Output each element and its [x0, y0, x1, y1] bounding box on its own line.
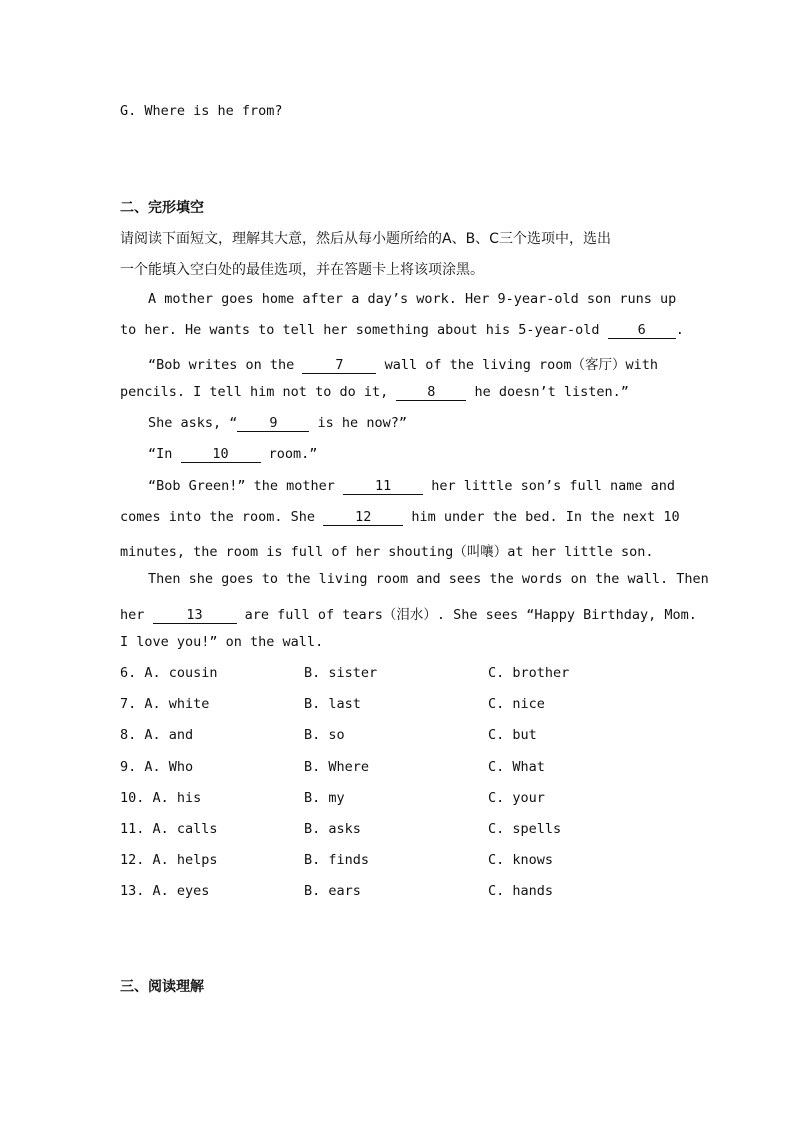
passage-text: “Bob writes on the — [148, 357, 295, 373]
option-c: C. brother — [488, 665, 570, 681]
option-c: C. but — [488, 727, 537, 743]
option-c: C. spells — [488, 821, 562, 837]
passage-line — [120, 322, 684, 339]
blank-7: 7 — [302, 358, 376, 374]
option-b: B. asks — [304, 821, 361, 837]
option-a: 8. A. and — [120, 727, 194, 743]
option-b: B. Where — [304, 759, 370, 775]
option-a: 12. A. helps — [120, 852, 218, 868]
passage-line — [148, 415, 407, 432]
option-row — [120, 727, 680, 747]
option-b: B. finds — [304, 852, 370, 868]
option-row — [120, 821, 680, 841]
option-c: C. knows — [488, 852, 554, 868]
passage-line — [148, 353, 658, 374]
passage-line — [148, 446, 317, 463]
passage-line — [120, 603, 697, 624]
option-g: G. Where is he from? — [120, 103, 283, 119]
section2-heading: 二、完形填空 — [120, 200, 204, 216]
blank-10: 10 — [181, 447, 261, 463]
passage-text: “Bob Green!” the mother — [148, 478, 335, 494]
blank-8: 8 — [396, 385, 466, 401]
option-b: B. so — [304, 727, 345, 743]
passage-line — [120, 384, 629, 401]
option-a: 9. A. Who — [120, 759, 194, 775]
passage-text: comes into the room. She — [120, 509, 316, 525]
blank-11: 11 — [343, 479, 423, 495]
passage-text: room.” — [268, 446, 318, 462]
option-b: B. my — [304, 790, 345, 806]
option-row — [120, 759, 680, 779]
passage-line: minutes, the room is full of her shouting（叫嚷）at her little son. — [120, 544, 654, 560]
option-row — [120, 790, 680, 810]
blank-6: 6 — [608, 323, 676, 339]
option-row — [120, 852, 680, 872]
passage-text: him under the bed. In the next 10 — [411, 509, 680, 525]
blank-13: 13 — [153, 608, 237, 624]
option-row — [120, 665, 680, 685]
option-c: C. your — [488, 790, 545, 806]
option-b: B. ears — [304, 883, 361, 899]
option-row — [120, 696, 680, 716]
blank-12: 12 — [323, 510, 403, 526]
passage-text: is he now?” — [317, 415, 407, 431]
section2-instruction-line1: 请阅读下面短文，理解其大意，然后从每小题所给的A、B、C三个选项中，选出 — [120, 231, 611, 247]
option-a: 6. A. cousin — [120, 665, 218, 681]
passage-line: Then she goes to the living room and sees the words on the wall. Then — [148, 571, 709, 587]
passage-line: A mother goes home after a day’s work. Her 9-year-old son runs up — [148, 291, 677, 307]
passage-text: he doesn’t listen.” — [474, 384, 629, 400]
passage-text: to her. He wants to tell her something about his 5-year-old — [120, 322, 600, 338]
option-row — [120, 883, 680, 903]
blank-9: 9 — [237, 416, 309, 432]
passage-text: She asks, “ — [148, 415, 238, 431]
option-a: 7. A. white — [120, 696, 210, 712]
passage-text: are full of tears（泪水）. She sees “Happy Birthday, Mom. — [244, 607, 697, 623]
section2-instruction-line2: 一个能填入空白处的最佳选项，并在答题卡上将该项涂黑。 — [120, 262, 484, 278]
option-b: B. sister — [304, 665, 378, 681]
option-a: 11. A. calls — [120, 821, 218, 837]
option-a: 13. A. eyes — [120, 883, 210, 899]
passage-text: wall of the living room（客厅）with — [384, 357, 659, 373]
passage-line — [120, 509, 680, 526]
passage-text: . — [675, 322, 684, 338]
option-c: C. hands — [488, 883, 554, 899]
passage-text: pencils. I tell him not to do it, — [120, 384, 389, 400]
passage-text: her little son’s full name and — [431, 478, 676, 494]
passage-line — [148, 478, 675, 495]
option-b: B. last — [304, 696, 361, 712]
option-a: 10. A. his — [120, 790, 202, 806]
passage-text: “In — [148, 446, 173, 462]
section3-heading: 三、阅读理解 — [120, 979, 204, 995]
option-c: C. nice — [488, 696, 545, 712]
passage-text: her — [120, 607, 145, 623]
option-c: C. What — [488, 759, 545, 775]
passage-line: I love you!” on the wall. — [120, 634, 324, 650]
